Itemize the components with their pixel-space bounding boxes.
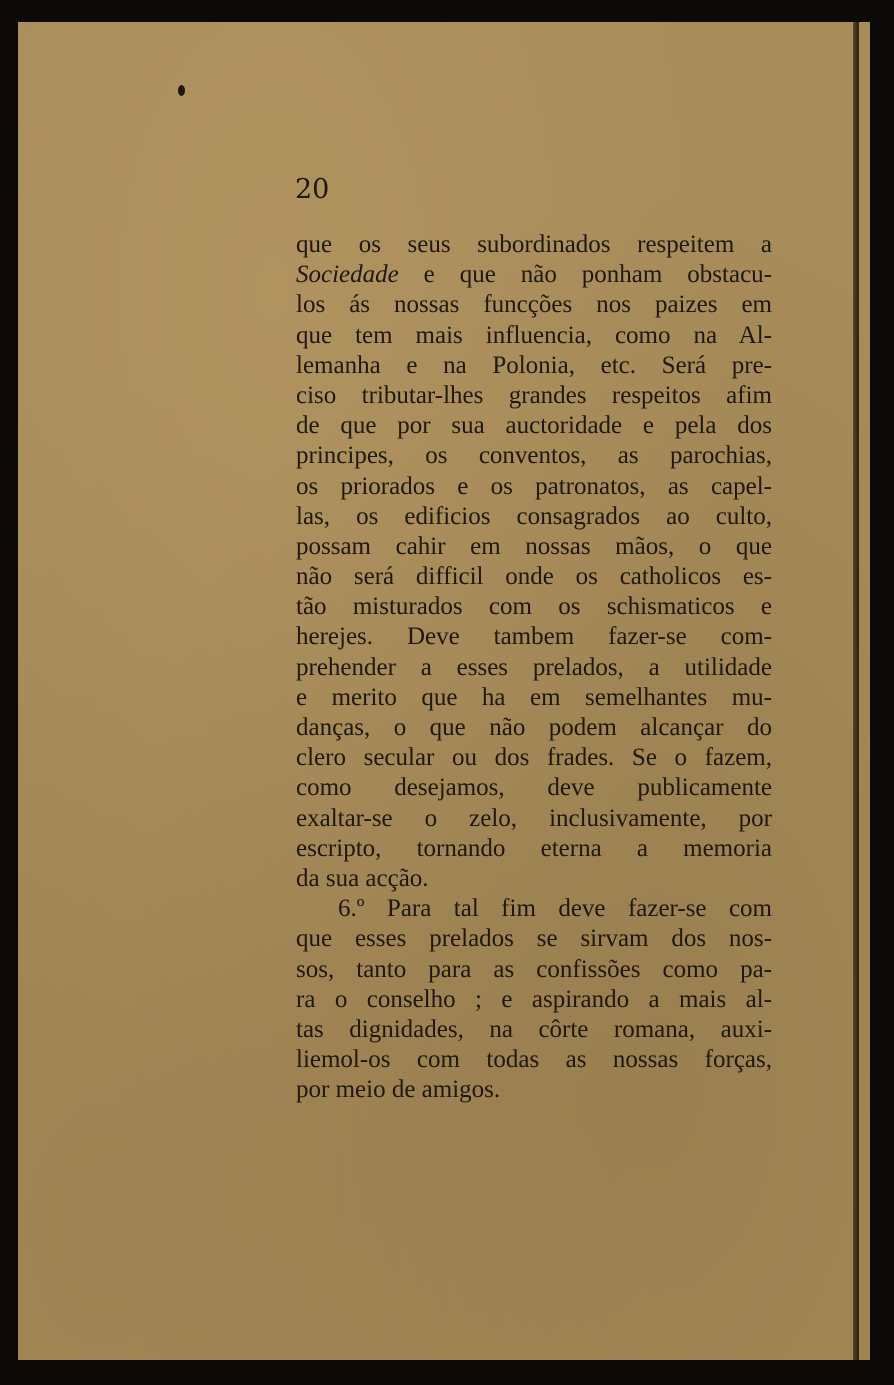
text-segment: que tem mais influencia, como na Al- [296, 321, 772, 349]
text-line [296, 1045, 772, 1075]
text-line [296, 502, 772, 532]
text-line [296, 321, 772, 351]
text-segment: sos, tanto para as confissões como pa- [296, 955, 772, 983]
text-segment: e que não ponham obstacu- [398, 261, 772, 289]
text-segment: prehender a esses prelados, a utilidade [296, 653, 772, 681]
text-line [296, 1015, 772, 1045]
text-line [296, 381, 772, 411]
text-segment: ra o conselho ; e aspirando a mais al- [296, 985, 772, 1013]
text-line [296, 351, 772, 381]
text-line [296, 955, 772, 985]
paper-edge-shadow [853, 22, 859, 1360]
text-line [296, 713, 772, 743]
text-segment: por meio de amigos. [296, 1076, 501, 1104]
text-segment: principes, os conventos, as parochias, [296, 442, 772, 470]
text-segment: escripto, tornando eterna a memoria [296, 834, 772, 862]
text-segment: liemol-os com todas as nossas forças, [296, 1046, 772, 1074]
text-segment: que os seus subordinados respeitem a [296, 231, 772, 258]
text-segment: 6.º Para tal fim deve fazer-se com [338, 895, 772, 923]
text-segment: tas dignidades, na côrte romana, auxi- [296, 1015, 772, 1043]
text-segment: exaltar-se o zelo, inclusivamente, por [296, 804, 772, 832]
text-line [296, 804, 772, 834]
text-line [296, 653, 772, 683]
text-line [296, 411, 772, 441]
text-segment: lemanha e na Polonia, etc. Será pre- [296, 351, 772, 379]
text-line [296, 592, 772, 622]
text-line [296, 773, 772, 803]
body-text [296, 230, 772, 1105]
text-segment: os priorados e os patronatos, as capel- [296, 472, 772, 500]
text-line [296, 622, 772, 652]
text-segment: não será difficil onde os catholicos es- [296, 563, 772, 591]
text-segment: clero secular ou dos frades. Se o fazem, [296, 744, 772, 772]
text-line [296, 743, 772, 773]
page-number: 20 [295, 174, 330, 205]
text-segment: los ás nossas funcções nos paizes em [296, 291, 772, 319]
text-line [296, 260, 772, 290]
text-line [296, 441, 772, 471]
text-line [296, 834, 772, 864]
text-line [296, 864, 772, 894]
text-line [296, 924, 772, 954]
text-segment: possam cahir em nossas mãos, o que [296, 532, 772, 560]
text-segment: que esses prelados se sirvam dos nos- [296, 925, 772, 953]
text-line [296, 472, 772, 502]
text-segment: danças, o que não podem alcançar do [296, 714, 772, 741]
text-segment: herejes. Deve tambem fazer-se com- [296, 623, 772, 651]
text-line [296, 290, 772, 320]
text-segment: ciso tributar-lhes grandes respeitos afim [296, 381, 772, 409]
text-segment: tão misturados com os schismaticos e [296, 593, 772, 621]
italic-text: Sociedade [296, 261, 399, 289]
text-line [296, 683, 772, 713]
text-segment: de que por sua auctoridade e pela dos [296, 412, 772, 440]
text-line [296, 532, 772, 562]
text-line [296, 1075, 772, 1105]
text-segment: e merito que ha em semelhantes mu- [296, 683, 772, 711]
text-segment: las, os edificios consagrados ao culto, [296, 502, 772, 530]
text-line [296, 562, 772, 592]
text-line [296, 985, 772, 1015]
text-segment: da sua acção. [296, 864, 429, 892]
text-line [296, 230, 772, 260]
ink-spot [178, 85, 185, 96]
text-line [296, 894, 772, 924]
text-segment: como desejamos, deve publicamente [296, 774, 772, 802]
